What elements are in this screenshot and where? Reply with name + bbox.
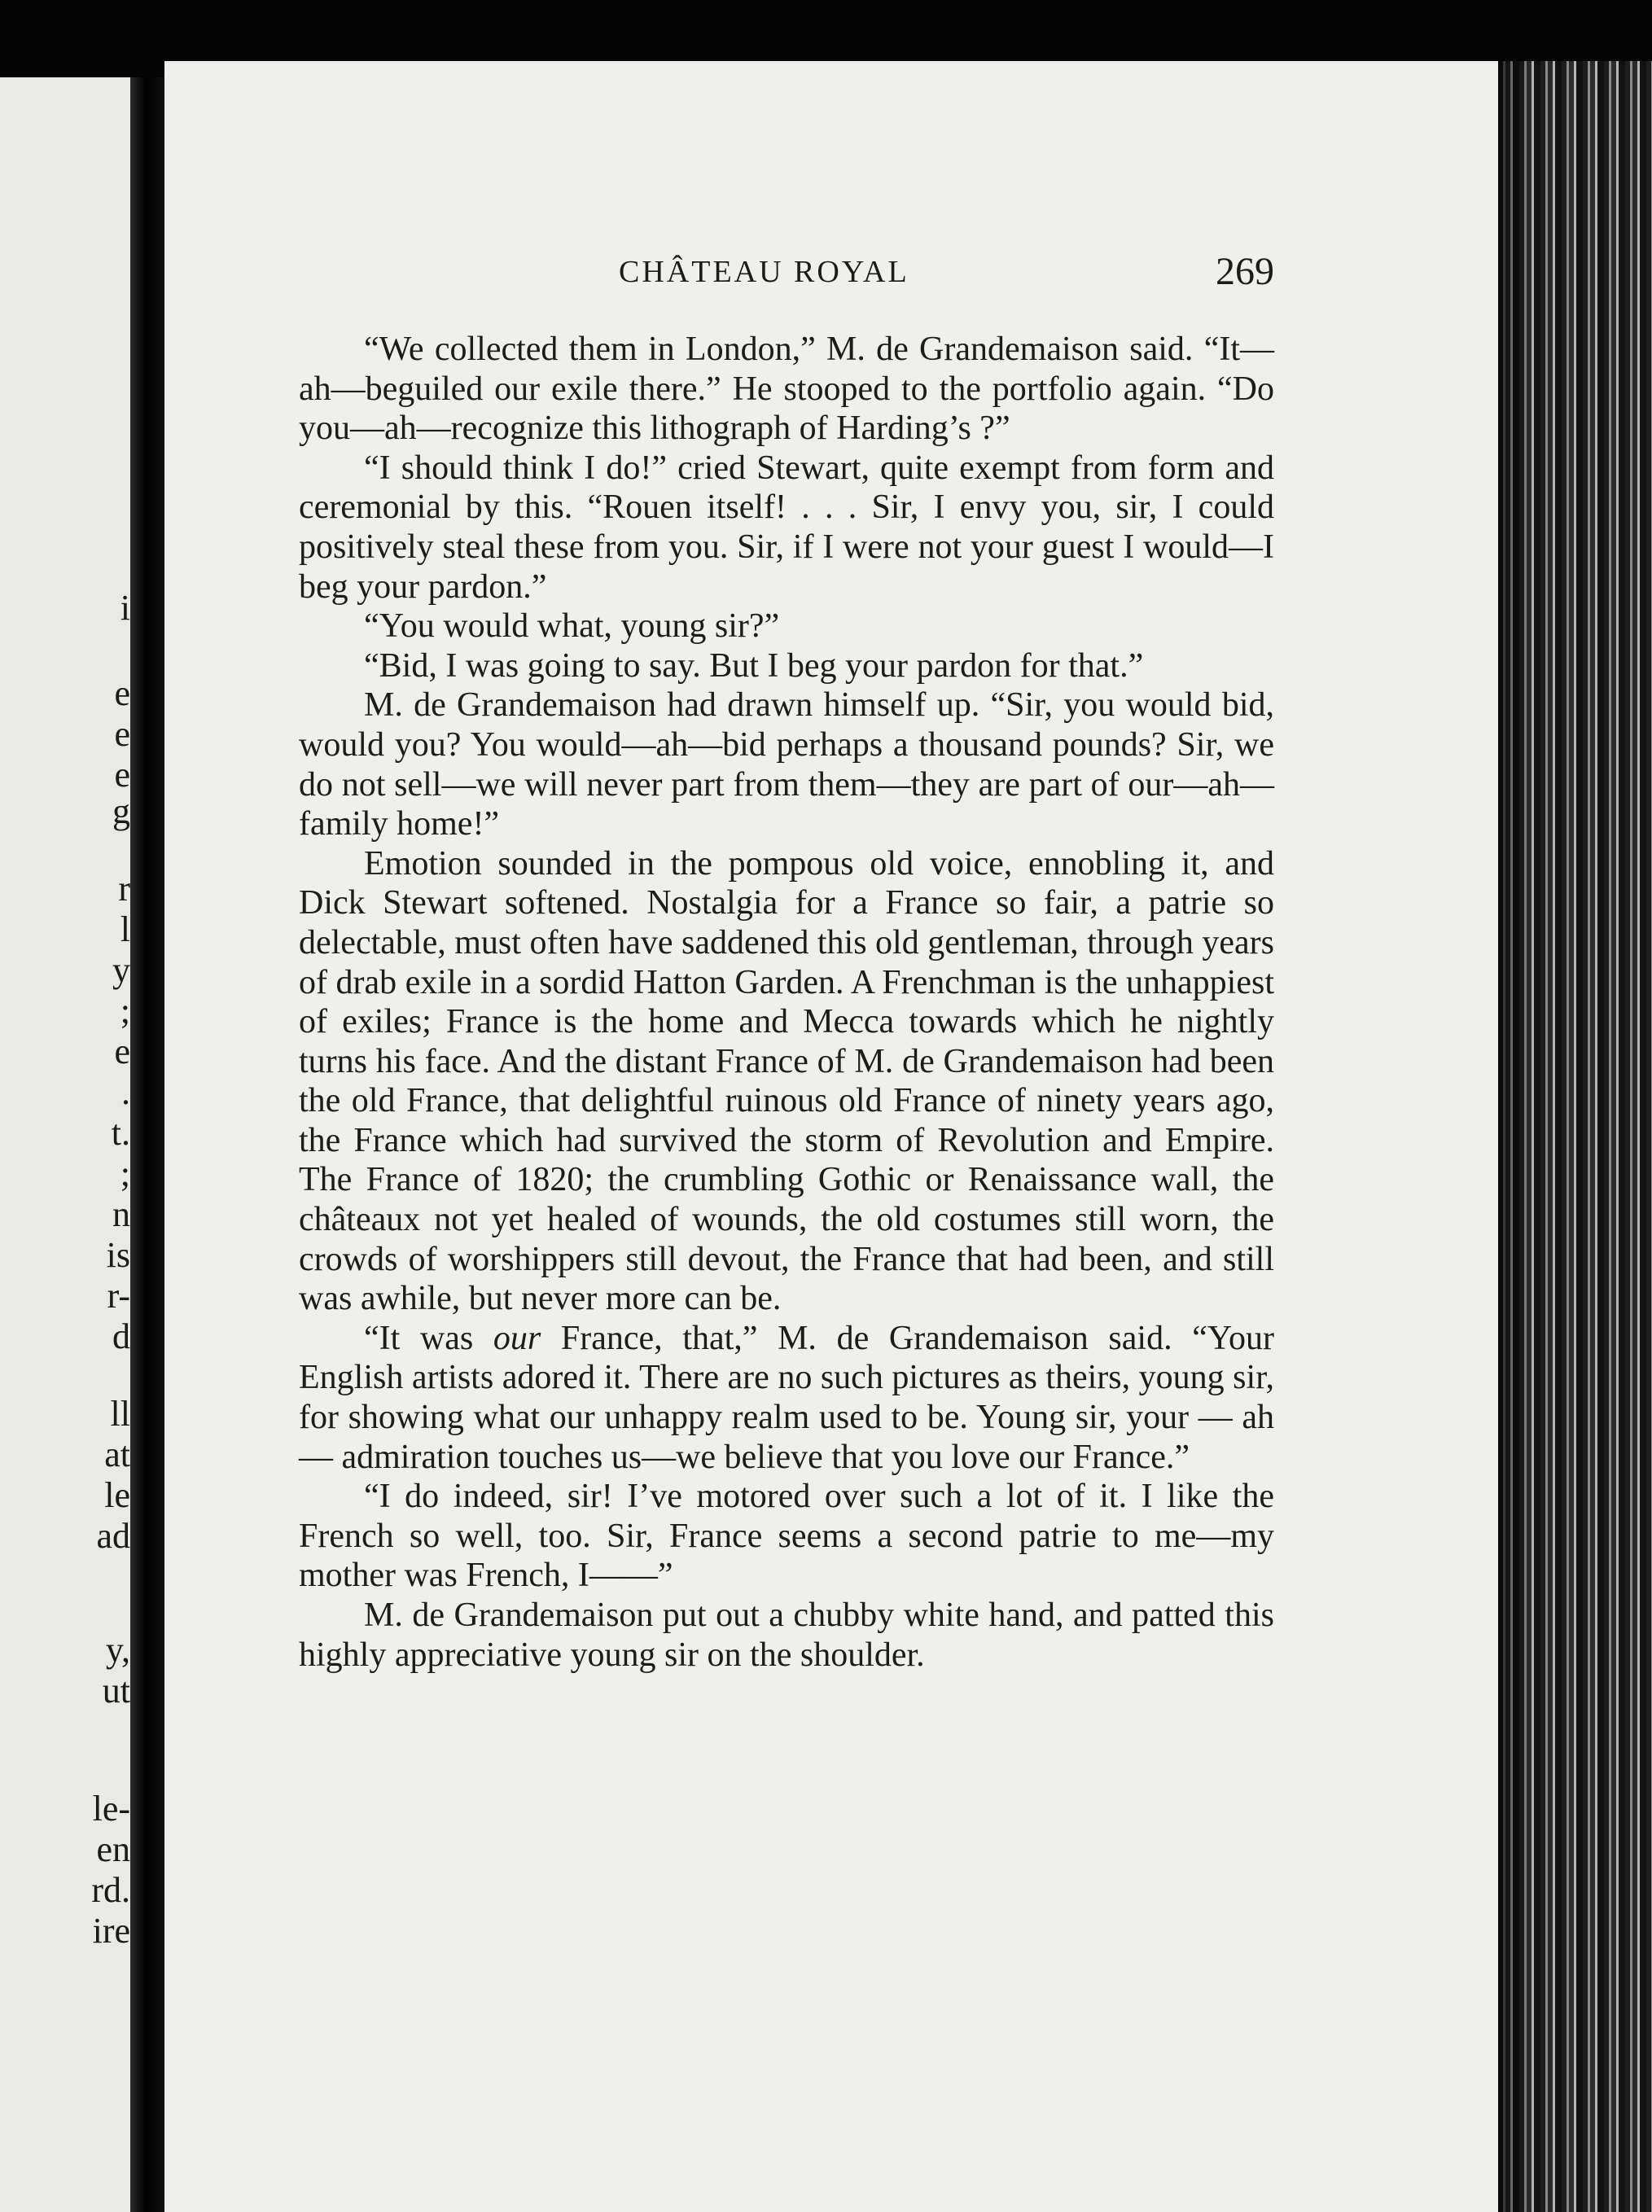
paragraph: “Bid, I was going to say. But I beg your pardon for that.” <box>364 646 1144 685</box>
facing-page-fragment: e <box>114 714 130 754</box>
paragraph: “I do indeed, sir! I’ve motored over such a lot of it. I like the French so well, too. Sir, France seems a second patrie to me—my mother was French, I——” <box>299 1478 1274 1595</box>
facing-page-fragment: ; <box>120 1154 130 1194</box>
facing-page-fragment: ; <box>120 991 130 1031</box>
paragraph: Emotion sounded in the pompous old voice, ennobling it, and Dick Stewart softened. Nostalgia for a France so fair, a patrie so delectable, must often have saddened this old gentleman, through years of drab exile in a sordid Hatton Garden. A Frenchman is the unhappiest of exiles; France is the home and Mecca towards which he nightly turns his face. And the distant France of M. de Grandemaison had been the old France, that delightful ruinous old France of ninety years ago, the France which had survived the storm of Revolution and Empire. The France of 1820; the crumbling Gothic or Renaissance wall, the châteaux not yet healed of wounds, the old costumes still worn, the crowds of worshippers still devout, the France that had been, and still was awhile, but never more can be. <box>299 844 1274 1318</box>
facing-page-fragment: y <box>112 950 130 990</box>
facing-page-fragment: g <box>112 791 130 831</box>
facing-page-fragment: e <box>114 673 130 713</box>
facing-page-fragment: d <box>112 1316 130 1356</box>
facing-page-fragment: n <box>112 1194 130 1234</box>
paragraph: “You would what, young sir?” <box>364 607 780 646</box>
facing-page-fragment: t. <box>111 1113 130 1153</box>
facing-page-fragment: y, <box>105 1630 130 1670</box>
facing-page-fragment: i <box>120 588 130 628</box>
page-edge-shadow <box>1498 61 1531 2212</box>
facing-page-fragment: is <box>106 1235 130 1275</box>
facing-page-fragment: rd. <box>91 1870 130 1910</box>
facing-page-fragment: . <box>121 1072 130 1112</box>
facing-page-fragment: ire <box>92 1911 130 1951</box>
facing-page-fragment: en <box>96 1829 130 1869</box>
paragraph: “We collected them in London,” M. de Grandemaison said. “It—ah—beguiled our exile there.” He stooped to the portfolio again. “Do you—ah—recognize this lithograph of Harding’s ?” <box>299 331 1274 448</box>
body-text <box>299 330 1274 1675</box>
facing-page-fragment: r- <box>107 1276 130 1316</box>
facing-page-fragment: le <box>104 1475 130 1515</box>
facing-page-fragment: e <box>114 1032 130 1071</box>
paragraph: M. de Grandemaison had drawn himself up. “Sir, you would bid, would you? You would—ah—bid perhaps a thousand pounds? Sir, we do not sell—we will never part from them—they are part of our—ah—family home!” <box>299 686 1274 843</box>
running-head <box>444 250 1274 303</box>
facing-page-fragment: at <box>104 1435 130 1474</box>
facing-page-fragment: l <box>120 909 130 949</box>
emphasis: our <box>493 1319 541 1357</box>
facing-page-fragment: ad <box>96 1516 130 1556</box>
facing-page-fragment: e <box>114 755 130 795</box>
facing-page-fragment: ll <box>110 1394 130 1434</box>
paragraph: M. de Grandemaison put out a chubby white hand, and patted this highly appreciative young sir on the shoulder. <box>299 1597 1274 1674</box>
paragraph: “It was our France, that,” M. de Grandemaison said. “Your English artists adored it. There are no such pictures as theirs, young sir, for showing what our unhappy realm used to be. Young sir, your — ah — admiration touches us—we believe that you love our France.” <box>299 1319 1274 1476</box>
paragraph: “I should think I do!” cried Stewart, quite exempt from form and ceremonial by this. “Rouen itself! . . . Sir, I envy you, sir, I could positively steal these from you. Sir, if I were not your guest I would—I beg your pardon.” <box>299 449 1274 606</box>
book-gutter <box>130 77 164 2212</box>
facing-page-fragment: r <box>118 869 130 909</box>
page-number: 269 <box>1216 250 1274 293</box>
facing-page-edge <box>0 77 130 2212</box>
running-title: CHÂTEAU ROYAL <box>619 255 909 289</box>
facing-page-fragment: ut <box>102 1671 130 1710</box>
facing-page-fragment: le- <box>92 1789 130 1829</box>
